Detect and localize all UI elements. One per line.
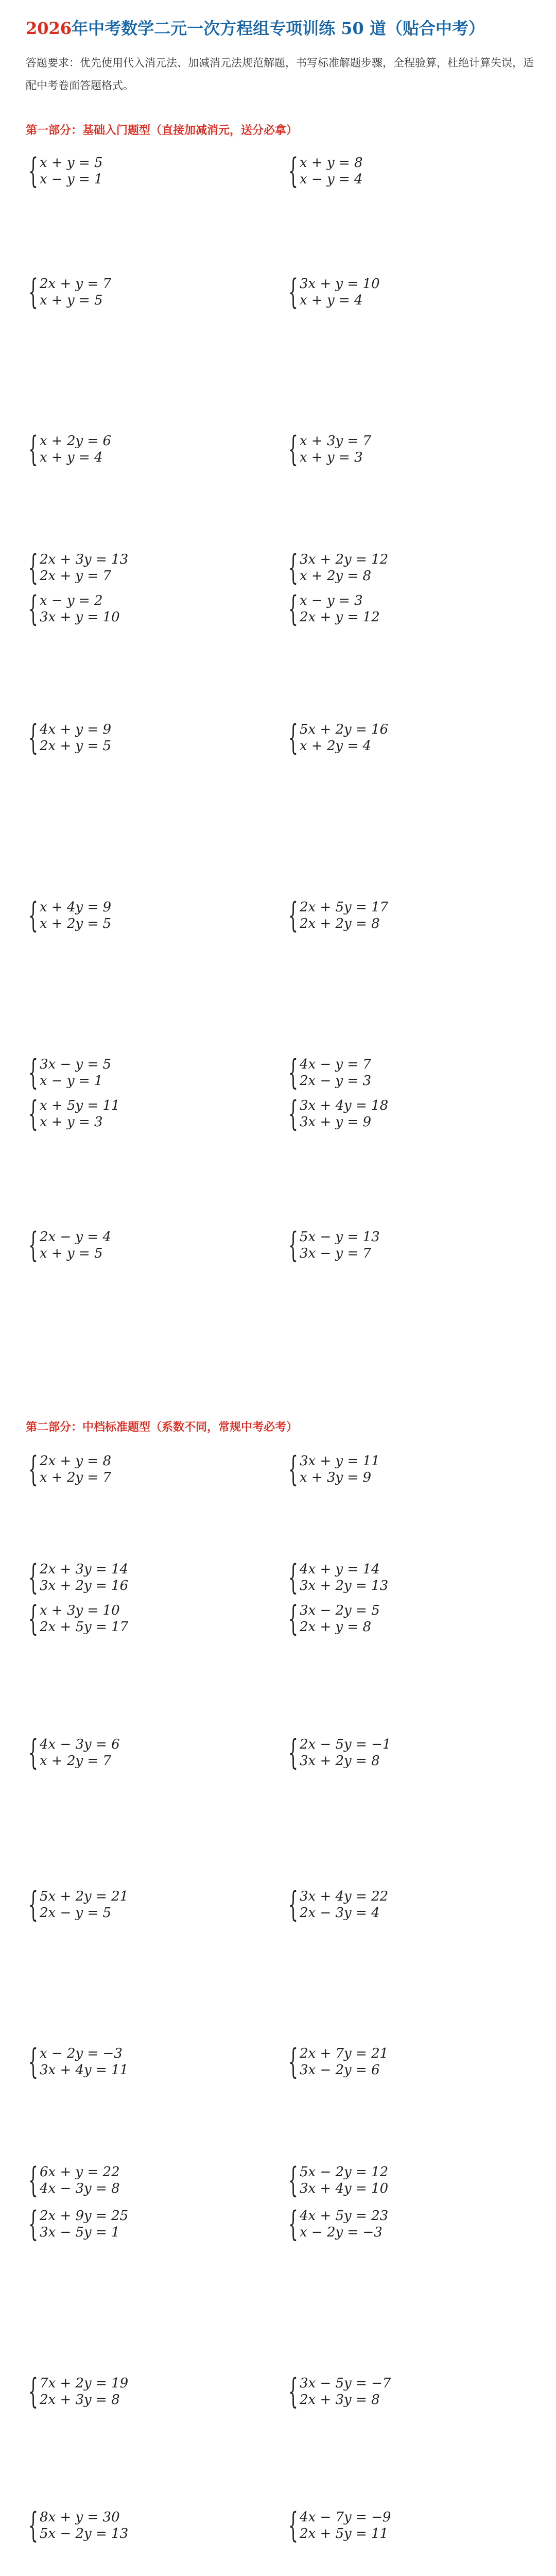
equation: x − y = 3 — [300, 593, 363, 608]
equation: x + y = 3 — [300, 450, 363, 465]
left-brace-symbol: { — [288, 718, 298, 757]
equation: 3x − 2y = 6 — [300, 2062, 380, 2078]
equation: 3x + y = 10 — [40, 609, 120, 625]
equation: 3x + 4y = 18 — [300, 1098, 389, 1113]
equation: 2x + 5y = 17 — [300, 900, 389, 915]
equation: x + y = 5 — [40, 155, 103, 171]
equation: 3x + y = 11 — [300, 1453, 380, 1469]
left-brace-symbol: { — [288, 2371, 298, 2411]
equation: x − y = 2 — [40, 593, 103, 608]
left-brace-symbol: { — [28, 1599, 38, 1638]
equation: x + 5y = 11 — [40, 1098, 120, 1113]
equation: 2x + 3y = 14 — [40, 1562, 129, 1577]
equation: 4x + y = 9 — [40, 722, 112, 737]
left-brace-symbol: { — [288, 1094, 298, 1133]
equation: x + 4y = 9 — [40, 900, 112, 915]
equation: 5x − y = 13 — [300, 1229, 380, 1245]
equation-system — [28, 1557, 245, 1597]
equation-system — [28, 1885, 245, 1924]
left-brace-symbol: { — [288, 2160, 298, 2200]
equation: 2x + y = 7 — [40, 276, 112, 292]
equation-system — [28, 2505, 245, 2545]
equation-system — [28, 429, 245, 469]
equation-system — [288, 1599, 505, 1638]
equation: 3x − 5y = 1 — [40, 2225, 120, 2240]
equation: x − y = 1 — [40, 1073, 103, 1089]
equation: 3x + y = 10 — [300, 276, 380, 292]
equation-system — [288, 2505, 505, 2545]
left-brace-symbol: { — [28, 1053, 38, 1092]
equation: 3x + 2y = 12 — [300, 552, 389, 567]
left-brace-symbol: { — [28, 1449, 38, 1489]
equation-system — [288, 1094, 505, 1133]
left-brace-symbol: { — [28, 1094, 38, 1133]
section-1-title: 第一部分：基础入门题型（直接加减消元，送分必拿） — [26, 124, 298, 137]
left-brace-symbol: { — [288, 151, 298, 191]
left-brace-symbol: { — [28, 2042, 38, 2081]
left-brace-symbol: { — [288, 589, 298, 629]
left-brace-symbol: { — [288, 2505, 298, 2545]
left-brace-symbol: { — [288, 1557, 298, 1597]
left-brace-symbol: { — [288, 1733, 298, 1772]
equation-system — [288, 1225, 505, 1265]
left-brace-symbol: { — [28, 589, 38, 629]
equation: 3x − 5y = −7 — [300, 2376, 391, 2391]
equation: 2x − 3y = 4 — [300, 1905, 380, 1921]
left-brace-symbol: { — [288, 429, 298, 469]
left-brace-symbol: { — [28, 718, 38, 757]
left-brace-symbol: { — [28, 151, 38, 191]
equation: 4x − 3y = 8 — [40, 2181, 120, 2196]
equation: 2x + y = 5 — [40, 738, 112, 754]
equation: 2x + 3y = 13 — [40, 552, 129, 567]
left-brace-symbol: { — [28, 2160, 38, 2200]
equation: x + 3y = 10 — [40, 1603, 120, 1618]
equation: 5x + 2y = 21 — [40, 1889, 129, 1904]
equation-system — [288, 1053, 505, 1092]
equation: 3x + 4y = 22 — [300, 1889, 389, 1904]
equation-system — [288, 272, 505, 312]
left-brace-symbol: { — [288, 1885, 298, 1924]
equation-system — [288, 429, 505, 469]
left-brace-symbol: { — [28, 272, 38, 312]
equation-system — [288, 589, 505, 629]
equation: 2x + y = 8 — [40, 1453, 112, 1469]
equation-system — [28, 2160, 245, 2200]
equation-system — [288, 1557, 505, 1597]
equation: 3x − y = 7 — [300, 1246, 372, 1261]
equation: 3x − 2y = 5 — [300, 1603, 380, 1618]
equation: x − y = 4 — [300, 172, 363, 187]
equation: 2x + 5y = 11 — [300, 2526, 389, 2541]
left-brace-symbol: { — [28, 429, 38, 469]
left-brace-symbol: { — [288, 895, 298, 935]
equation: 3x + 2y = 16 — [40, 1578, 129, 1594]
equation-system — [28, 2204, 245, 2244]
equation-system — [28, 2042, 245, 2081]
left-brace-symbol: { — [288, 1053, 298, 1092]
equation-system — [28, 1449, 245, 1489]
equation: 2x + 7y = 21 — [300, 2046, 389, 2061]
left-brace-symbol: { — [28, 895, 38, 935]
left-brace-symbol: { — [288, 2204, 298, 2244]
left-brace-symbol: { — [288, 1599, 298, 1638]
equation-system — [288, 718, 505, 757]
equation: 3x + 2y = 13 — [300, 1578, 389, 1594]
equation: 2x + 5y = 17 — [40, 1619, 129, 1635]
left-brace-symbol: { — [28, 1885, 38, 1924]
equation-system — [288, 1885, 505, 1924]
equation: 5x + 2y = 16 — [300, 722, 389, 737]
equation: 2x − 5y = −1 — [300, 1737, 391, 1752]
equation: 2x + 9y = 25 — [40, 2208, 129, 2224]
equation: 2x + 3y = 8 — [40, 2392, 120, 2408]
equation-system — [288, 2204, 505, 2244]
equation-system — [28, 1225, 245, 1265]
equation: 7x + 2y = 19 — [40, 2376, 129, 2391]
equation: x + y = 3 — [40, 1114, 103, 1130]
equation-system — [288, 2371, 505, 2411]
equation-system — [28, 718, 245, 757]
equation: 2x − y = 3 — [300, 1073, 372, 1089]
equation-system — [28, 1094, 245, 1133]
equation: x + y = 5 — [40, 293, 103, 308]
equation-system — [28, 1733, 245, 1772]
equation: 4x − 3y = 6 — [40, 1737, 120, 1752]
equation: x + 2y = 7 — [40, 1753, 112, 1769]
section-2-title: 第二部分：中档标准题型（系数不同，常规中考必考） — [26, 1420, 298, 1434]
title-text: 年中考数学二元一次方程组专项训练 50 道（贴合中考） — [72, 19, 485, 38]
equation: 4x + 5y = 23 — [300, 2208, 389, 2224]
equation: 3x − y = 5 — [40, 1057, 112, 1072]
left-brace-symbol: { — [288, 1225, 298, 1265]
page-title — [26, 15, 535, 39]
equation: 2x − y = 4 — [40, 1229, 112, 1245]
equation: 4x − y = 7 — [300, 1057, 372, 1072]
left-brace-symbol: { — [28, 1557, 38, 1597]
equation: 2x + 2y = 8 — [300, 916, 380, 931]
equation-system — [28, 1053, 245, 1092]
instructions: 答题要求：优先使用代入消元法、加减消元法规范解题，书写标准解题步骤，全程验算，杜绝计算失误，适配中考卷面答题格式。 — [26, 57, 534, 92]
equation: x + 3y = 7 — [300, 433, 372, 449]
equation: x + 2y = 6 — [40, 433, 112, 449]
equation-system — [28, 272, 245, 312]
equation: x + y = 5 — [40, 1246, 103, 1261]
equation: x + 2y = 7 — [40, 1470, 112, 1485]
equation: x + 2y = 4 — [300, 738, 372, 754]
equation-system — [28, 895, 245, 935]
equation-system — [288, 2160, 505, 2200]
left-brace-symbol: { — [288, 272, 298, 312]
equation-system — [288, 2042, 505, 2081]
equation: 2x + y = 7 — [40, 568, 112, 584]
equation: x + y = 4 — [300, 293, 363, 308]
equation: 4x − 7y = −9 — [300, 2510, 391, 2525]
equation-system — [28, 589, 245, 629]
left-brace-symbol: { — [28, 1733, 38, 1772]
equation-system — [288, 1449, 505, 1489]
equation-system — [288, 895, 505, 935]
left-brace-symbol: { — [28, 2204, 38, 2244]
left-brace-symbol: { — [28, 1225, 38, 1265]
equation: x + 2y = 8 — [300, 568, 372, 584]
equation: x − 2y = −3 — [300, 2225, 383, 2240]
equation: 3x + 4y = 11 — [40, 2062, 129, 2078]
equation-system — [28, 548, 245, 587]
equation: x + y = 8 — [300, 155, 363, 171]
equation: 4x + y = 14 — [300, 1562, 380, 1577]
left-brace-symbol: { — [288, 1449, 298, 1489]
equation: 6x + y = 22 — [40, 2164, 120, 2180]
equation-system — [288, 1733, 505, 1772]
equation: 2x + 3y = 8 — [300, 2392, 380, 2408]
equation: x + 2y = 5 — [40, 916, 112, 931]
equation: 2x − y = 5 — [40, 1905, 112, 1921]
equation: 3x + 2y = 8 — [300, 1753, 380, 1769]
left-brace-symbol: { — [28, 2371, 38, 2411]
left-brace-symbol: { — [288, 548, 298, 587]
equation: x − 2y = −3 — [40, 2046, 123, 2061]
equation-system — [28, 1599, 245, 1638]
left-brace-symbol: { — [288, 2042, 298, 2081]
equation: 2x + y = 8 — [300, 1619, 372, 1635]
equation: x + y = 4 — [40, 450, 103, 465]
title-year: 2026 — [26, 19, 72, 38]
equation-system — [28, 151, 245, 191]
left-brace-symbol: { — [28, 548, 38, 587]
equation-system — [288, 548, 505, 587]
equation: x − y = 1 — [40, 172, 103, 187]
equation: 5x − 2y = 12 — [300, 2164, 389, 2180]
equation: 2x + y = 12 — [300, 609, 380, 625]
left-brace-symbol: { — [28, 2505, 38, 2545]
equation: 5x − 2y = 13 — [40, 2526, 129, 2541]
equation-system — [288, 151, 505, 191]
equation: 3x + y = 9 — [300, 1114, 372, 1130]
equation: x + 3y = 9 — [300, 1470, 372, 1485]
equation-system — [28, 2371, 245, 2411]
equation: 3x + 4y = 10 — [300, 2181, 389, 2196]
equation: 8x + y = 30 — [40, 2510, 120, 2525]
